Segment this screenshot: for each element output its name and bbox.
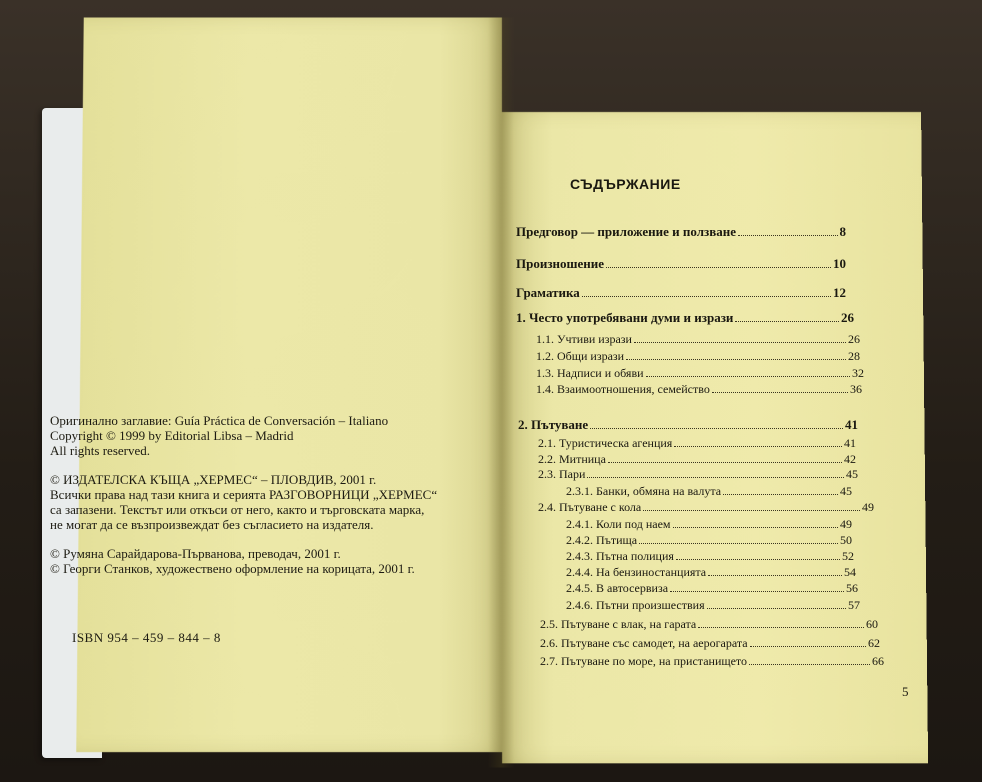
toc-section	[516, 310, 854, 326]
toc-subentry	[566, 565, 856, 580]
toc-entry-page: 28	[848, 349, 860, 363]
toc-entry-page: 32	[852, 366, 864, 380]
contributors-block	[50, 546, 415, 576]
toc-entry-label: 1.4. Взаимоотношения, семейство	[536, 382, 710, 396]
toc-entry	[516, 285, 846, 301]
toc-subentry	[540, 636, 880, 651]
toc-subentry	[566, 533, 852, 548]
toc-entry-page: 54	[844, 565, 856, 579]
toc-entry-page: 41	[845, 417, 858, 432]
toc-entry-page: 42	[844, 452, 856, 466]
leader-dots	[587, 476, 844, 478]
credit-line: All rights reserved.	[50, 443, 151, 458]
toc-entry-page: 12	[833, 285, 846, 300]
toc-entry-label: Граматика	[516, 285, 580, 300]
leader-dots	[670, 590, 844, 592]
toc-subentry	[540, 617, 878, 632]
leader-dots	[673, 526, 838, 528]
toc-entry-page: 66	[872, 654, 884, 668]
leader-dots	[606, 266, 831, 268]
toc-entry-page: 52	[842, 549, 854, 563]
toc-entry-label: 2.4.5. В автосервиза	[566, 581, 669, 595]
toc-subentry	[536, 382, 862, 397]
leader-dots	[643, 509, 860, 511]
toc-entry-label: 2.4.2. Пътища	[566, 533, 638, 547]
leader-dots	[708, 574, 842, 576]
toc-subentry	[538, 452, 856, 467]
leader-dots	[707, 607, 846, 609]
leader-dots	[750, 645, 866, 647]
leader-dots	[676, 558, 840, 560]
toc-entry-page: 41	[844, 436, 856, 450]
toc-entry-label: 1. Често употребявани думи и изрази	[516, 310, 734, 325]
bleed-through-text	[141, 165, 461, 324]
leader-dots	[626, 358, 846, 360]
credit-line: не могат да се възпроизвеждат без съгласието на издателя.	[50, 517, 374, 532]
toc-entry-label: 2.4.3. Пътна полиция	[566, 549, 674, 563]
toc-entry-page: 26	[841, 310, 854, 325]
toc-subentry	[536, 366, 864, 381]
toc-entry-page: 45	[846, 467, 858, 481]
toc-entry-label: 2.3.1. Банки, обмяна на валута	[566, 484, 722, 498]
toc-subentry	[566, 598, 860, 613]
toc-subentry	[536, 349, 860, 364]
toc-entry	[516, 224, 846, 240]
toc-entry-page: 36	[850, 382, 862, 396]
leader-dots	[608, 461, 842, 463]
credit-line: Copyright © 1999 by Editorial Libsa – Madrid	[50, 428, 294, 443]
toc-entry-label: Предговор — приложение и ползване	[516, 224, 736, 239]
leader-dots	[723, 493, 838, 495]
toc-entry	[516, 256, 846, 272]
page-number: 5	[902, 684, 909, 699]
leader-dots	[646, 375, 850, 377]
toc-entry-page: 8	[839, 224, 846, 239]
credit-line: © Георги Станков, художествено оформление на корицата, 2001 г.	[50, 561, 415, 576]
leader-dots	[749, 663, 870, 665]
toc-entry-label: 2.4.6. Пътни произшествия	[566, 598, 705, 612]
toc-entry-label: 2.4.1. Коли под наем	[566, 517, 671, 531]
copyright-block	[50, 413, 438, 590]
toc-entry-page: 49	[862, 500, 874, 514]
toc-subentry	[538, 500, 874, 515]
credit-line: © Румяна Сарайдарова-Първанова, преводач, 2001 г.	[50, 546, 341, 561]
credit-line: са запазени. Текстът или откъси от него, както и търговската марка,	[50, 502, 425, 517]
leader-dots	[582, 295, 831, 297]
toc-subentry	[538, 467, 858, 482]
toc-entry-page: 56	[846, 581, 858, 595]
toc-entry-label: 2.3. Пари	[538, 467, 586, 481]
toc-entry-label: 2.6. Пътуване със самодет, на аерогарата	[540, 636, 748, 650]
credit-line: Всички права над тази книга и серията РАЗГОВОРНИЦИ „ХЕРМЕС“	[50, 487, 438, 502]
toc-entry-label: 2.2. Митница	[538, 452, 606, 466]
toc-entry-label: 1.3. Надписи и обяви	[536, 366, 644, 380]
toc-entry-label: 2.1. Туристическа агенция	[538, 436, 673, 450]
toc-entry-page: 50	[840, 533, 852, 547]
toc-entry-label: Произношение	[516, 256, 605, 271]
toc-subentry	[566, 581, 858, 596]
leader-dots	[639, 542, 838, 544]
leader-dots	[712, 391, 848, 393]
leader-dots	[590, 427, 843, 429]
leader-dots	[634, 341, 846, 343]
leader-dots	[738, 234, 838, 236]
credit-line: © ИЗДАТЕЛСКА КЪЩА „ХЕРМЕС“ – ПЛОВДИВ, 2001 г.	[50, 472, 377, 487]
toc-entry-label: 2.4. Пътуване с кола	[538, 500, 642, 514]
toc-subentry	[536, 332, 860, 347]
toc-entry-label: 2.4.4. На бензиностанцията	[566, 565, 707, 579]
leader-dots	[674, 445, 842, 447]
toc-entry-page: 57	[848, 598, 860, 612]
toc-entry-page: 26	[848, 332, 860, 346]
toc-subentry	[538, 436, 856, 451]
toc-subentry	[566, 484, 852, 499]
toc-entry-page: 10	[833, 256, 846, 271]
toc-entry-label: 2.5. Пътуване с влак, на гарата	[540, 617, 697, 631]
toc-entry-page: 62	[868, 636, 880, 650]
toc-entry-page: 45	[840, 484, 852, 498]
toc-entry-page: 49	[840, 517, 852, 531]
credit-line: Оригинално заглавие: Guía Práctica de Conversación – Italiano	[50, 413, 389, 428]
toc-subentry	[540, 654, 884, 669]
leader-dots	[698, 626, 864, 628]
toc-entry-label: 1.2. Общи изрази	[536, 349, 625, 363]
leader-dots	[735, 320, 839, 322]
spine-shadow	[488, 18, 514, 768]
toc-entry-page: 60	[866, 617, 878, 631]
toc-title: СЪДЪРЖАНИЕ	[570, 176, 681, 192]
toc-entry-label: 2. Пътуване	[518, 417, 589, 432]
publisher-block	[50, 472, 438, 532]
isbn: ISBN 954 – 459 – 844 – 8	[72, 630, 221, 645]
toc-subentry	[566, 549, 854, 564]
toc-entry-label: 1.1. Учтиви изрази	[536, 332, 632, 346]
original-title-block	[50, 413, 410, 458]
toc-entry-label: 2.7. Пътуване по море, на пристанището	[540, 654, 748, 668]
toc-section	[518, 417, 858, 433]
toc-subentry	[566, 517, 852, 532]
